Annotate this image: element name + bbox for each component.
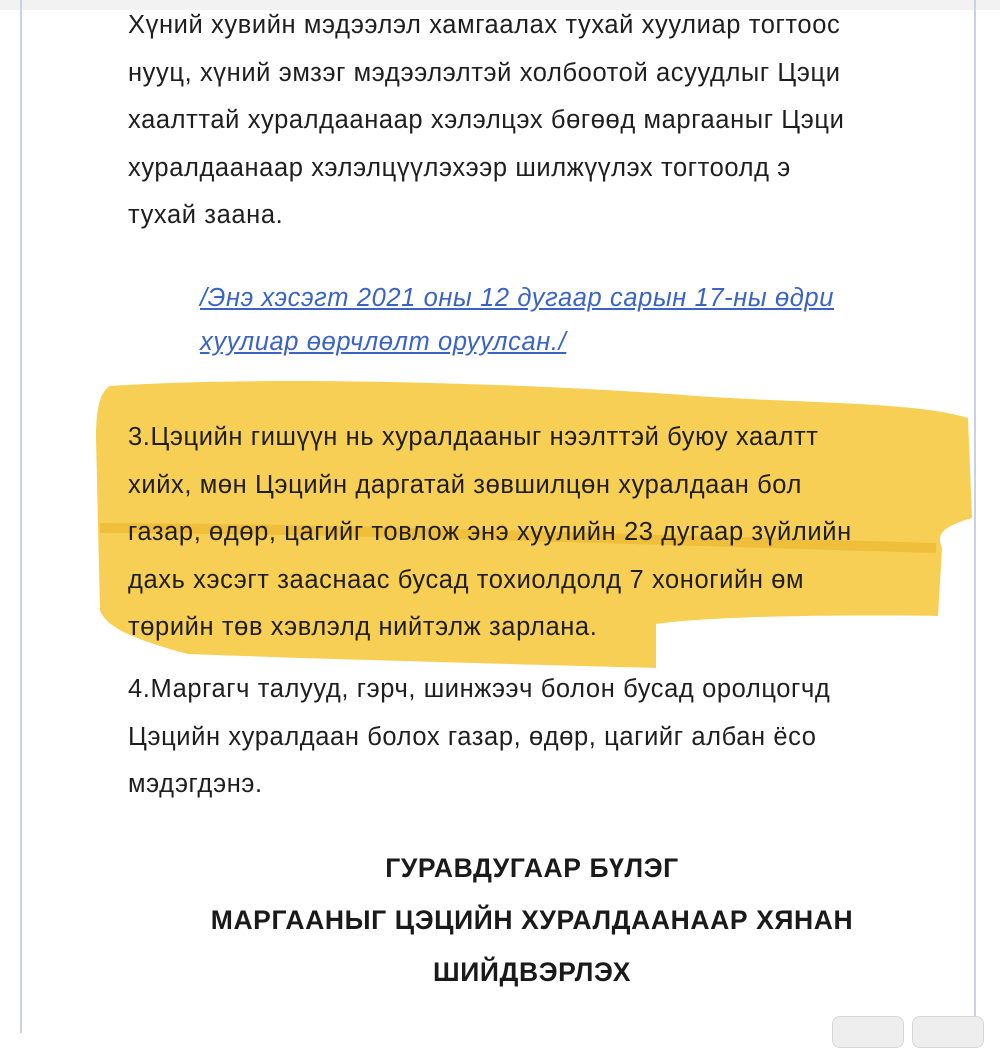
text-line: мэдэгдэнэ. [128,770,263,798]
amendment-link-line[interactable]: хуулиар өөрчлөлт оруулсан./ [200,328,567,356]
chapter-title-heading: МАРГААНЫГ ЦЭЦИЙН ХУРАЛДААНААР ХЯНАН [210,905,854,935]
text-line: 4.Маргагч талууд, гэрч, шинжээч болон бусад оролцогчд [128,675,831,703]
text-line: хуралдаанаар хэлэлцүүлэхээр шилжүүлэх тогтоолд э [128,153,791,182]
bottom-toolbar-button[interactable] [832,1016,904,1048]
amendment-link-line[interactable]: /Энэ хэсэгт 2021 оны 12 дугаар сарын 17-ны өдри [200,284,834,312]
bottom-toolbar-button[interactable] [912,1016,984,1048]
text-line: төрийн төв хэвлэлд нийтэлж зарлана. [128,613,598,641]
text-line: тухай заана. [128,201,284,229]
text-line: хаалттай хуралдаанаар хэлэлцэх бөгөөд маргааныг Цэци [128,106,845,134]
text-line: хийх, мөн Цэцийн даргатай зөвшилцөн хуралдаан бол [128,470,803,499]
page-border-left [20,0,22,1033]
text-line: Хүний хувийн мэдээлэл хамгаалах тухай хуулиар тогтоос [128,11,841,39]
paragraph-3-highlighted [128,414,940,652]
paragraph-privacy [128,2,940,240]
text-line: Цэцийн хуралдаан болох газар, өдөр, цагийг албан ёсо [128,722,817,751]
text-line: 3.Цэцийн гишүүн нь хуралдааныг нээлттэй буюу хаалтт [128,423,819,451]
amendment-note [200,276,940,364]
text-line: газар, өдөр, цагийг товлож энэ хуулийн 23 дугаар зүйлийн [128,518,852,546]
text-line: дахь хэсэгт зааснаас бусад тохиолдолд 7 хоногийн өм [128,565,805,594]
chapter-title-heading-cont: ШИЙДВЭРЛЭХ [432,957,632,987]
paragraph-4 [128,666,940,809]
text-line: нууц, хүний эмзэг мэдээлэлтэй холбоотой асуудлыг Цэци [128,58,841,87]
chapter-number-heading: ГУРАВДУГААР БҮЛЭГ [385,853,679,883]
